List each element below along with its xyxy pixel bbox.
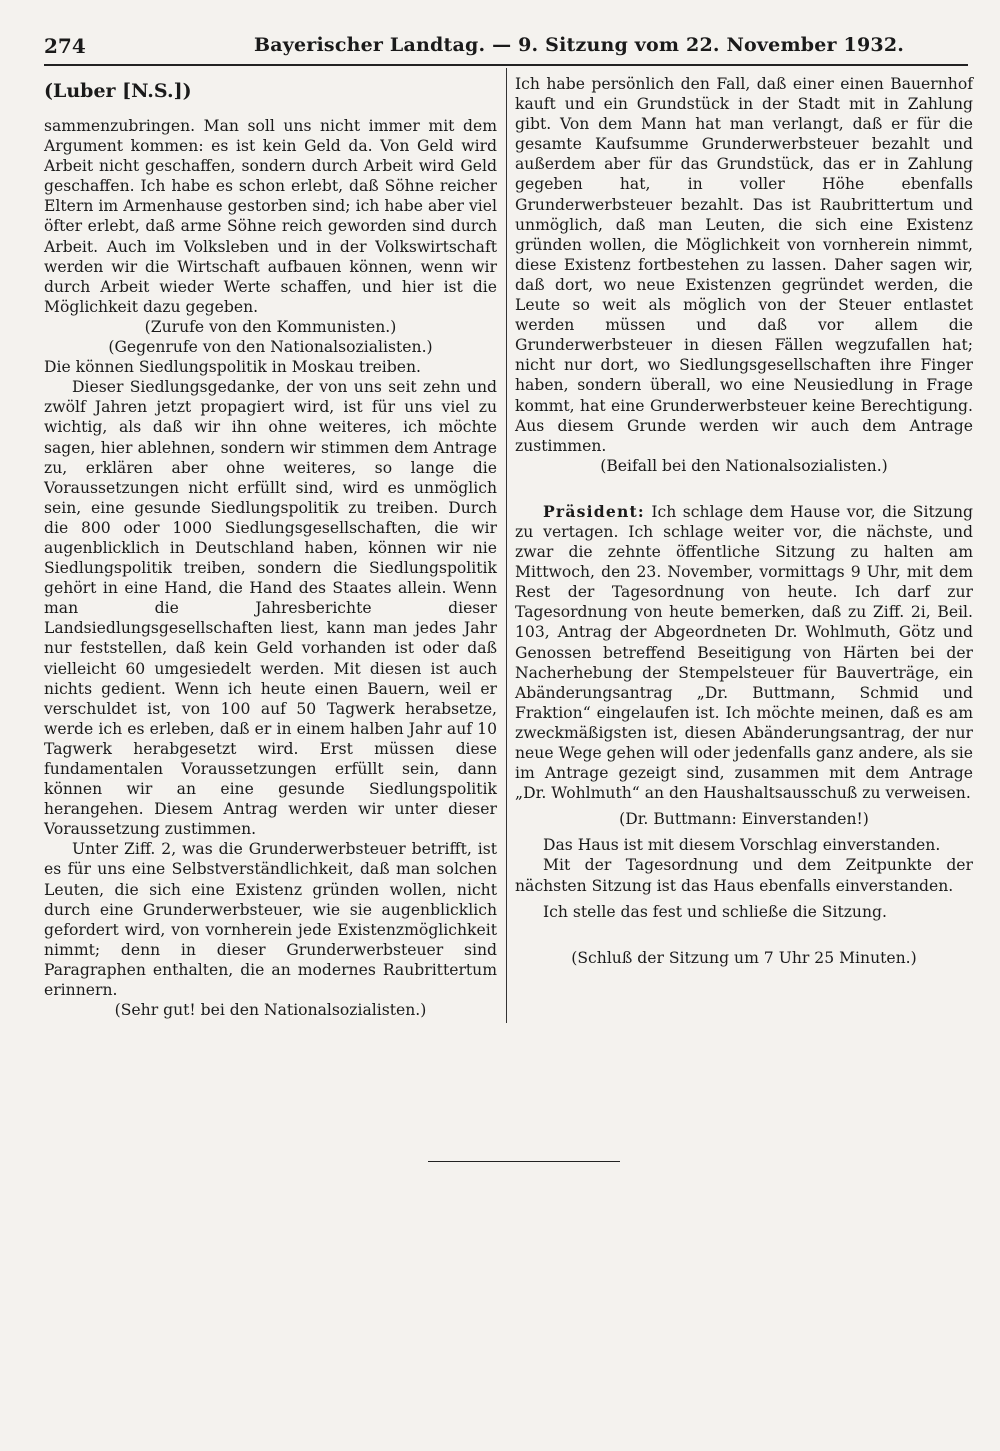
right-paragraph-5: Ich stelle das fest und schließe die Sitzung.	[543, 902, 887, 921]
right-paragraph-1: Ich habe persönlich den Fall, daß einer einen Bauernhof kauft und ein Grundstück in der Stadt mit in Zahlung gibt. Von dem Mann hat man verlangt, daß er für die gesamte Kaufsumme Grunderwerbsteuer bezahlt und außerdem aber für das Grundstück, das er in Zahlung gegeben hat, in voller Höhe ebenfalls Grunderwerbsteuer bezahlt. Das ist Raubrittertum und unmöglich, daß man Leuten, die sich eine Existenz gründen wollen, die Möglichkeit von vornherein nimmt, diese Existenz fortbestehen zu lassen. Daher sagen wir, daß dort, wo neue Existenzen gegründet werden, die Leute so weit als möglich von der Steuer entlastet werden müssen und daß vor allem die Grunderwerbsteuer in diesen Fällen wegzufallen hat; nicht nur dort, wo Siedlungsgesellschaften ihre Finger haben, sondern überall, wo eine Neusiedlung in Frage kommt, hat eine Grunderwerbsteuer keine Berechtigung. Aus diesem Grunde werden wir auch dem Antrage zustimmen.	[515, 75, 973, 455]
interjection-national-socialists: (Gegenrufe von den Nationalsozialisten.)	[108, 338, 433, 357]
interjection-beifall: (Beifall bei den Nationalsozialisten.)	[600, 456, 888, 475]
interjection-buttmann: (Dr. Buttmann: Einverstanden!)	[619, 810, 869, 829]
left-column	[44, 74, 497, 1020]
running-title: Bayerischer Landtag. — 9. Sitzung vom 22. November 1932.	[254, 34, 905, 56]
spacer	[515, 476, 973, 502]
president-statement	[515, 502, 973, 803]
left-paragraph-4: Unter Ziff. 2, was die Grunderwerbsteuer betrifft, ist es für uns eine Selbstverständlichkeit, daß man solchen Leuten, die sich eine Existenz gründen wollen, nicht durch eine Grunderwerbsteuer, wie sie augenblicklich gefordert wird, von vornherein jede Existenzmöglichkeit nimmt; denn in dieser Grunderwerbsteuer sind Paragraphen enthalten, die an modernes Raubrittertum erinnern.	[44, 840, 497, 1000]
spacer	[515, 922, 973, 948]
right-column	[515, 74, 973, 968]
end-rule	[428, 1161, 620, 1162]
page-header	[44, 32, 968, 66]
left-paragraph-2: Die können Siedlungspolitik in Moskau treiben.	[44, 358, 422, 377]
right-paragraph-3: Das Haus ist mit diesem Vorschlag einverstanden.	[543, 836, 941, 855]
left-paragraph-1: sammenzubringen. Man soll uns nicht immer mit dem Argument kommen: es ist kein Geld da. Von Geld wird Arbeit nicht geschaffen, sondern durch Arbeit wird Geld geschaffen. Ich habe es schon erlebt, daß Söhne reicher Eltern im Armenhause gestorben sind; ich habe aber viel öfter erlebt, daß arme Söhne reich geworden sind durch Arbeit. Auch im Volksleben und in der Volkswirtschaft werden wir die Wirtschaft aufbauen können, wenn wir durch Arbeit wieder Werte schaffen, und hier ist die Möglichkeit dazu gegeben.	[44, 117, 497, 316]
left-paragraph-3: Dieser Siedlungsgedanke, der von uns seit zehn und zwölf Jahren jetzt propagiert wird, ist für uns viel zu wichtig, als daß wir ihn ohne weiteres, ich möchte sagen, hier ablehnen, sondern wir stimmen dem Antrage zu, erklären aber ohne weiteres, so lange die Voraussetzungen nicht erfüllt sind, wird es unmöglich sein, eine gesunde Siedlungspolitik zu treiben. Durch die 800 oder 1000 Siedlungsgesellschaften, die wir augenblicklich in Deutschland haben, können wir nie Siedlungspolitik treiben, sondern die Siedlungspolitik gehört in eine Hand, die Hand des Staates allein. Wenn man die Jahresberichte dieser Landsiedlungsgesellschaften liest, kann man jedes Jahr nur feststellen, daß kein Geld vorhanden ist oder daß vielleicht 60 umgesiedelt werden. Mit diesen ist auch nichts gedient. Wenn ich heute einen Bauern, weil er verschuldet ist, von 100 auf 50 Tagwerk herabsetze, werde ich es erleben, daß er in einem halben Jahr auf 10 Tagwerk herabgesetzt wird. Erst müssen diese fundamentalen Voraussetzungen erfüllt sein, dann können wir an eine gesunde Siedlungspolitik herangehen. Diesem Antrag werden wir unter dieser Voraussetzung zustimmen.	[44, 378, 497, 839]
column-divider	[506, 68, 507, 1023]
page-number: 274	[44, 34, 86, 58]
right-paragraph-4: Mit der Tagesordnung und dem Zeitpunkte der nächsten Sitzung ist das Haus ebenfalls einverstanden.	[515, 856, 973, 895]
interjection-communists: (Zurufe von den Kommunisten.)	[144, 317, 397, 336]
president-text: Ich schlage dem Hause vor, die Sitzung zu vertagen. Ich schlage weiter vor, die nächste, und zwar die zehnte öffentliche Sitzung zu halten am Mittwoch, den 23. November, vormittags 9 Uhr, mit dem Rest der Tagesordnung von heute. Ich darf zur Tagesordnung von heute bemerken, daß zu Ziff. 2i, Beil. 103, Antrag der Abgeordneten Dr. Wohlmuth, Götz und Genossen betreffend Beseitigung von Härten bei der Nacherhebung der Stempelsteuer für Bauverträge, ein Abänderungsantrag „Dr. Buttmann, Schmid und Fraktion“ eingelaufen ist. Ich möchte meinen, daß es am zweckmäßigsten ist, diesen Abänderungsantrag, der nur neue Wege gehen will oder jedenfalls ganz andere, als sie im Antrage gezeigt sind, zusammen mit dem Antrage „Dr. Wohlmuth“ an den Haushaltsausschuß zu verweisen.	[515, 502, 973, 803]
president-label: Präsident:	[543, 501, 645, 521]
interjection-sehr-gut: (Sehr gut! bei den Nationalsozialisten.)	[114, 1001, 427, 1020]
speaker-tag: (Luber [N.S.])	[44, 80, 192, 102]
closing-note: (Schluß der Sitzung um 7 Uhr 25 Minuten.)	[571, 948, 917, 967]
